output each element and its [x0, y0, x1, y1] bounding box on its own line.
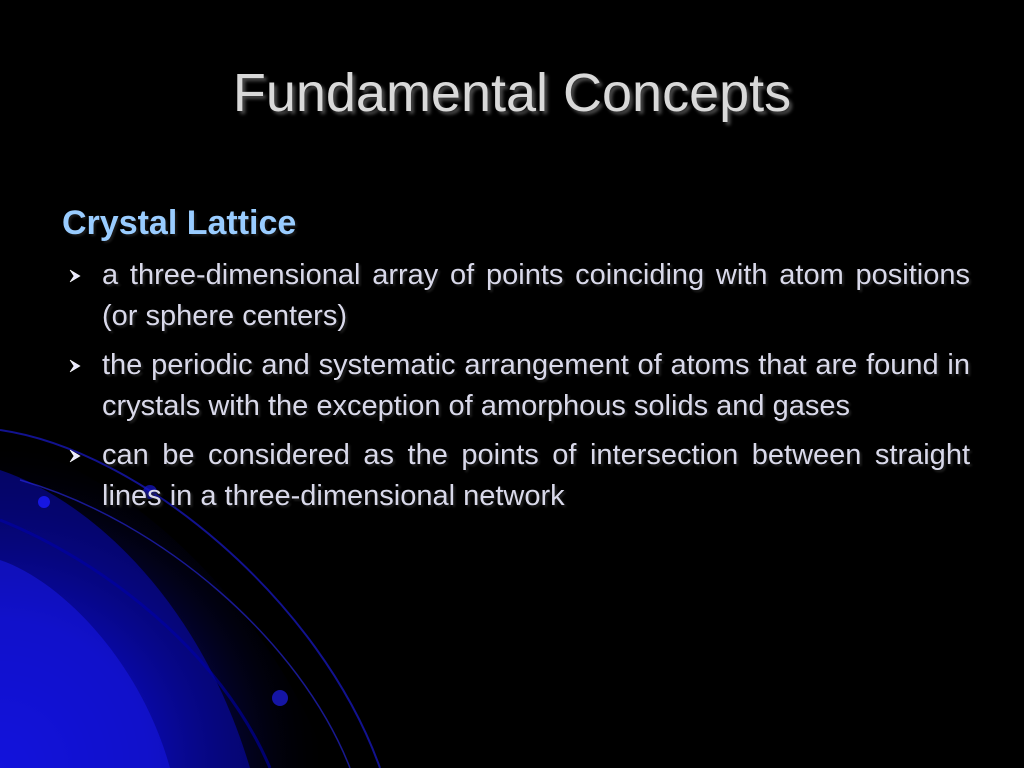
- bullet-item: [62, 435, 970, 517]
- bullet-text: a three-dimensional array of points coinciding with atom positions (or sphere centers): [102, 259, 970, 332]
- arrowhead-bullet-icon: [68, 269, 82, 283]
- bullet-item: [62, 345, 970, 427]
- bullet-text: the periodic and systematic arrangement of atoms that are found in crystals with the exception of amorphous solids and gases: [102, 349, 970, 422]
- bullet-item: [62, 255, 970, 337]
- section-heading: Crystal Lattice: [62, 204, 297, 242]
- decorative-dot: [38, 496, 50, 508]
- slide-body: [62, 204, 970, 525]
- bullet-list: [62, 255, 970, 517]
- arrowhead-bullet-icon: [68, 359, 82, 373]
- bullet-text: can be considered as the points of intersection between straight lines in a three-dimensional network: [102, 439, 970, 512]
- arrowhead-bullet-icon: [68, 449, 82, 463]
- decorative-dot: [272, 690, 288, 706]
- slide-title: Fundamental Concepts: [232, 63, 792, 123]
